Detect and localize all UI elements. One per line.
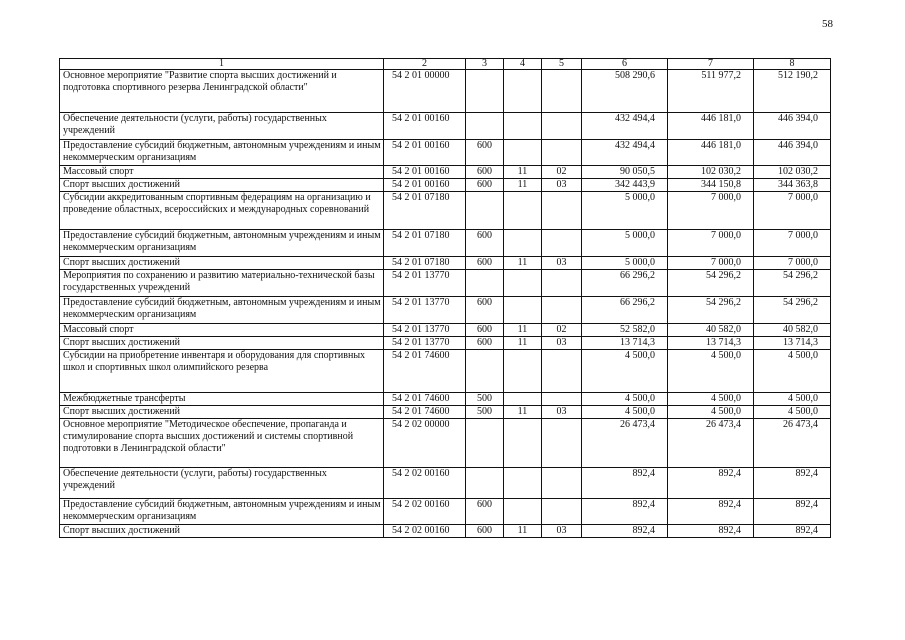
row-vr-cell: 600 — [466, 179, 504, 192]
row-code-cell: 54 2 01 00160 — [384, 166, 466, 179]
page-number: 58 — [822, 18, 833, 30]
row-value-col6: 342 443,9 — [582, 179, 668, 192]
row-value-col6: 13 714,3 — [582, 337, 668, 350]
header-cell: 5 — [542, 59, 582, 70]
row-pr-cell — [542, 393, 582, 406]
row-value-col7: 7 000,0 — [668, 257, 754, 270]
row-value-col6: 52 582,0 — [582, 324, 668, 337]
table-row — [60, 297, 831, 324]
row-pr-cell — [542, 270, 582, 297]
row-vr-cell — [466, 192, 504, 230]
row-rz-cell — [504, 297, 542, 324]
row-value-col8: 7 000,0 — [754, 192, 831, 230]
row-value-col6: 892,4 — [582, 499, 668, 525]
row-name-cell: Субсидии на приобретение инвентаря и оборудования для спортивных школ и спортивных школ олимпийского резерва — [60, 350, 384, 393]
row-rz-cell — [504, 419, 542, 468]
table-row — [60, 406, 831, 419]
row-rz-cell — [504, 393, 542, 406]
row-value-col8: 26 473,4 — [754, 419, 831, 468]
table-row — [60, 257, 831, 270]
table-row — [60, 113, 831, 140]
row-value-col6: 5 000,0 — [582, 257, 668, 270]
row-rz-cell: 11 — [504, 324, 542, 337]
row-value-col8: 892,4 — [754, 468, 831, 499]
row-value-col8: 40 582,0 — [754, 324, 831, 337]
row-vr-cell: 600 — [466, 166, 504, 179]
row-code-cell: 54 2 02 00000 — [384, 419, 466, 468]
row-code-cell: 54 2 01 07180 — [384, 230, 466, 257]
row-code-cell: 54 2 01 00160 — [384, 113, 466, 140]
row-value-col8: 7 000,0 — [754, 230, 831, 257]
header-cell: 7 — [668, 59, 754, 70]
row-pr-cell: 03 — [542, 406, 582, 419]
row-pr-cell — [542, 350, 582, 393]
row-name-cell: Массовый спорт — [60, 324, 384, 337]
row-value-col7: 13 714,3 — [668, 337, 754, 350]
table-body — [60, 59, 831, 538]
row-code-cell: 54 2 01 74600 — [384, 350, 466, 393]
row-vr-cell — [466, 113, 504, 140]
row-value-col7: 54 296,2 — [668, 270, 754, 297]
row-vr-cell — [466, 350, 504, 393]
row-pr-cell — [542, 419, 582, 468]
row-code-cell: 54 2 01 74600 — [384, 393, 466, 406]
row-code-cell: 54 2 02 00160 — [384, 468, 466, 499]
row-vr-cell: 600 — [466, 324, 504, 337]
header-cell: 2 — [384, 59, 466, 70]
row-code-cell: 54 2 01 00160 — [384, 140, 466, 166]
row-value-col6: 66 296,2 — [582, 297, 668, 324]
row-pr-cell — [542, 297, 582, 324]
row-rz-cell — [504, 230, 542, 257]
row-vr-cell — [466, 419, 504, 468]
row-rz-cell — [504, 468, 542, 499]
row-name-cell: Основное мероприятие "Методическое обеспечение, пропаганда и стимулирование спорта высших достижений и системы спортивной подготовки в Ленинградской области" — [60, 419, 384, 468]
row-pr-cell — [542, 70, 582, 113]
row-value-col7: 54 296,2 — [668, 297, 754, 324]
row-name-cell: Субсидии аккредитованным спортивным федерациям на организацию и проведение областных, всероссийских и международных соревнований — [60, 192, 384, 230]
row-vr-cell: 500 — [466, 393, 504, 406]
row-value-col6: 66 296,2 — [582, 270, 668, 297]
row-name-cell: Спорт высших достижений — [60, 257, 384, 270]
row-value-col7: 446 181,0 — [668, 113, 754, 140]
row-rz-cell: 11 — [504, 337, 542, 350]
row-value-col6: 892,4 — [582, 468, 668, 499]
row-rz-cell — [504, 270, 542, 297]
header-cell: 1 — [60, 59, 384, 70]
row-value-col7: 892,4 — [668, 499, 754, 525]
row-value-col7: 7 000,0 — [668, 192, 754, 230]
row-value-col6: 4 500,0 — [582, 406, 668, 419]
row-vr-cell: 600 — [466, 499, 504, 525]
row-code-cell: 54 2 02 00160 — [384, 499, 466, 525]
row-value-col7: 892,4 — [668, 468, 754, 499]
row-vr-cell: 600 — [466, 525, 504, 538]
row-value-col8: 512 190,2 — [754, 70, 831, 113]
row-value-col7: 26 473,4 — [668, 419, 754, 468]
row-pr-cell — [542, 499, 582, 525]
row-code-cell: 54 2 01 00160 — [384, 179, 466, 192]
row-value-col8: 344 363,8 — [754, 179, 831, 192]
row-rz-cell: 11 — [504, 525, 542, 538]
row-value-col6: 508 290,6 — [582, 70, 668, 113]
header-cell: 3 — [466, 59, 504, 70]
row-name-cell: Основное мероприятие "Развитие спорта высших достижений и подготовка спортивного резерва Ленинградской области" — [60, 70, 384, 113]
row-name-cell: Спорт высших достижений — [60, 179, 384, 192]
table-row — [60, 324, 831, 337]
table-row — [60, 337, 831, 350]
row-pr-cell — [542, 113, 582, 140]
row-value-col7: 102 030,2 — [668, 166, 754, 179]
row-code-cell: 54 2 01 13770 — [384, 337, 466, 350]
row-code-cell: 54 2 01 13770 — [384, 324, 466, 337]
row-value-col7: 344 150,8 — [668, 179, 754, 192]
row-code-cell: 54 2 01 07180 — [384, 257, 466, 270]
row-value-col8: 446 394,0 — [754, 113, 831, 140]
row-pr-cell: 02 — [542, 166, 582, 179]
row-rz-cell: 11 — [504, 179, 542, 192]
table-row — [60, 270, 831, 297]
row-rz-cell — [504, 350, 542, 393]
row-rz-cell — [504, 140, 542, 166]
row-value-col6: 432 494,4 — [582, 113, 668, 140]
row-value-col6: 892,4 — [582, 525, 668, 538]
table-row — [60, 350, 831, 393]
row-pr-cell — [542, 230, 582, 257]
table-row — [60, 230, 831, 257]
table-row — [60, 499, 831, 525]
table-row — [60, 140, 831, 166]
row-vr-cell — [466, 270, 504, 297]
row-code-cell: 54 2 01 07180 — [384, 192, 466, 230]
table-row — [60, 419, 831, 468]
row-pr-cell: 03 — [542, 525, 582, 538]
row-value-col8: 4 500,0 — [754, 393, 831, 406]
row-rz-cell: 11 — [504, 166, 542, 179]
header-cell: 4 — [504, 59, 542, 70]
row-value-col8: 54 296,2 — [754, 270, 831, 297]
header-cell: 8 — [754, 59, 831, 70]
row-name-cell: Массовый спорт — [60, 166, 384, 179]
row-name-cell: Спорт высших достижений — [60, 525, 384, 538]
row-value-col8: 892,4 — [754, 499, 831, 525]
row-rz-cell: 11 — [504, 406, 542, 419]
row-vr-cell: 500 — [466, 406, 504, 419]
row-value-col6: 90 050,5 — [582, 166, 668, 179]
row-name-cell: Предоставление субсидий бюджетным, автономным учреждениям и иным некоммерческим организациям — [60, 140, 384, 166]
row-vr-cell: 600 — [466, 297, 504, 324]
row-code-cell: 54 2 01 13770 — [384, 270, 466, 297]
row-value-col8: 102 030,2 — [754, 166, 831, 179]
row-vr-cell: 600 — [466, 140, 504, 166]
row-name-cell: Обеспечение деятельности (услуги, работы) государственных учреждений — [60, 468, 384, 499]
row-value-col7: 40 582,0 — [668, 324, 754, 337]
row-value-col7: 7 000,0 — [668, 230, 754, 257]
row-name-cell: Спорт высших достижений — [60, 337, 384, 350]
row-value-col8: 13 714,3 — [754, 337, 831, 350]
table-row — [60, 192, 831, 230]
row-value-col6: 5 000,0 — [582, 192, 668, 230]
row-value-col7: 4 500,0 — [668, 393, 754, 406]
budget-table — [59, 58, 831, 538]
table-header-row — [60, 59, 831, 70]
row-rz-cell — [504, 499, 542, 525]
row-value-col6: 4 500,0 — [582, 350, 668, 393]
row-value-col7: 511 977,2 — [668, 70, 754, 113]
table-row — [60, 468, 831, 499]
row-value-col6: 5 000,0 — [582, 230, 668, 257]
row-name-cell: Межбюджетные трансферты — [60, 393, 384, 406]
row-pr-cell — [542, 140, 582, 166]
row-name-cell: Предоставление субсидий бюджетным, автономным учреждениям и иным некоммерческим организациям — [60, 499, 384, 525]
row-pr-cell: 02 — [542, 324, 582, 337]
row-pr-cell — [542, 192, 582, 230]
row-code-cell: 54 2 01 13770 — [384, 297, 466, 324]
table-row — [60, 179, 831, 192]
row-pr-cell: 03 — [542, 257, 582, 270]
row-value-col8: 4 500,0 — [754, 350, 831, 393]
row-value-col7: 446 181,0 — [668, 140, 754, 166]
row-code-cell: 54 2 01 74600 — [384, 406, 466, 419]
row-value-col8: 7 000,0 — [754, 257, 831, 270]
row-vr-cell — [466, 468, 504, 499]
table-row — [60, 393, 831, 406]
row-vr-cell — [466, 70, 504, 113]
row-pr-cell: 03 — [542, 337, 582, 350]
row-name-cell: Спорт высших достижений — [60, 406, 384, 419]
row-vr-cell: 600 — [466, 337, 504, 350]
row-value-col7: 4 500,0 — [668, 350, 754, 393]
row-rz-cell — [504, 192, 542, 230]
table-row — [60, 70, 831, 113]
row-name-cell: Мероприятия по сохранению и развитию материально-технической базы государственных учреждений — [60, 270, 384, 297]
row-vr-cell: 600 — [466, 230, 504, 257]
row-name-cell: Предоставление субсидий бюджетным, автономным учреждениям и иным некоммерческим организациям — [60, 230, 384, 257]
row-name-cell: Обеспечение деятельности (услуги, работы) государственных учреждений — [60, 113, 384, 140]
row-value-col8: 4 500,0 — [754, 406, 831, 419]
row-value-col6: 432 494,4 — [582, 140, 668, 166]
row-rz-cell: 11 — [504, 257, 542, 270]
row-value-col7: 4 500,0 — [668, 406, 754, 419]
row-code-cell: 54 2 02 00160 — [384, 525, 466, 538]
row-value-col7: 892,4 — [668, 525, 754, 538]
row-rz-cell — [504, 70, 542, 113]
row-code-cell: 54 2 01 00000 — [384, 70, 466, 113]
row-value-col8: 446 394,0 — [754, 140, 831, 166]
table-row — [60, 166, 831, 179]
row-value-col8: 54 296,2 — [754, 297, 831, 324]
row-name-cell: Предоставление субсидий бюджетным, автономным учреждениям и иным некоммерческим организациям — [60, 297, 384, 324]
row-value-col8: 892,4 — [754, 525, 831, 538]
header-cell: 6 — [582, 59, 668, 70]
row-pr-cell: 03 — [542, 179, 582, 192]
row-vr-cell: 600 — [466, 257, 504, 270]
row-value-col6: 26 473,4 — [582, 419, 668, 468]
row-value-col6: 4 500,0 — [582, 393, 668, 406]
row-rz-cell — [504, 113, 542, 140]
table-row — [60, 525, 831, 538]
row-pr-cell — [542, 468, 582, 499]
